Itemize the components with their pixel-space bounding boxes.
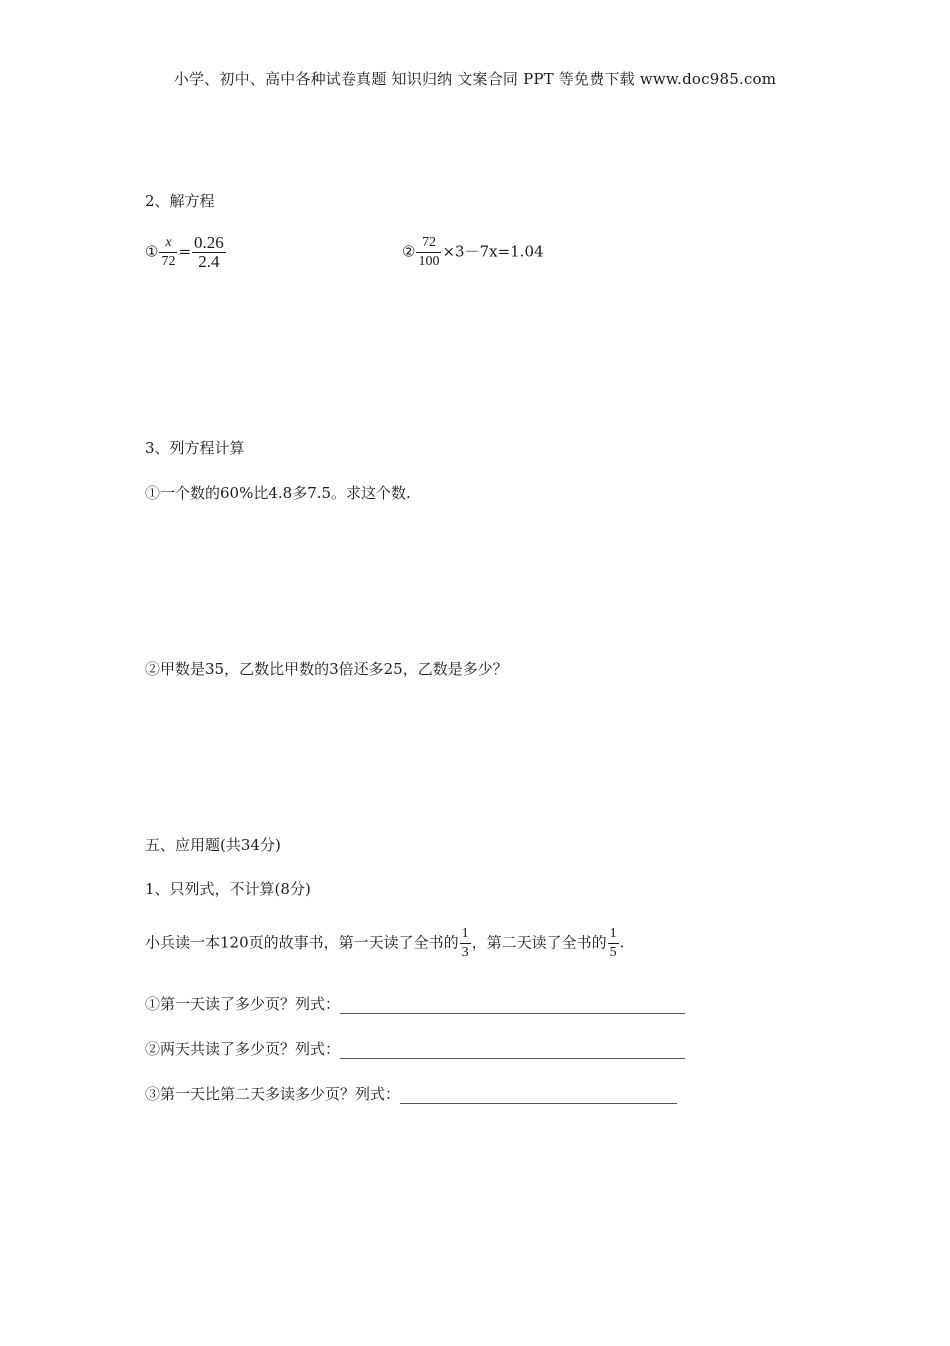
fraction-2-numerator: 1 xyxy=(608,925,619,944)
section-2-title: 2、解方程 xyxy=(145,192,215,210)
section-3-title: 3、列方程计算 xyxy=(145,439,245,457)
equation-1-marker: ① xyxy=(145,242,159,261)
equation-1-equals: = xyxy=(178,242,192,261)
word-problem-text-c: . xyxy=(619,933,625,952)
equation-2-fraction xyxy=(416,234,441,271)
section-5-sub-1: 1、只列式，不计算(8分) xyxy=(145,880,311,898)
equation-1-lhs-fraction xyxy=(159,234,177,271)
fraction-1-numerator: 1 xyxy=(460,925,471,944)
answer-row-2 xyxy=(145,1039,685,1059)
equation-1 xyxy=(145,234,227,271)
word-problem-fraction-2 xyxy=(608,925,619,962)
answer-row-3 xyxy=(145,1084,677,1104)
answer-row-1-label: ①第一天读了多少页？列式： xyxy=(145,995,341,1013)
fraction-1-denominator: 3 xyxy=(461,945,469,960)
equation-1-lhs-denominator: 72 xyxy=(161,254,176,269)
equation-2-denominator: 100 xyxy=(418,254,440,269)
word-problem xyxy=(145,925,624,962)
equation-2 xyxy=(402,234,544,271)
equation-1-lhs-numerator: x xyxy=(159,234,177,253)
answer-blank-1[interactable] xyxy=(340,997,685,1014)
answer-blank-3[interactable] xyxy=(400,1087,677,1104)
section-5-title: 五、应用题(共34分) xyxy=(145,836,281,854)
answer-row-2-label: ②两天共读了多少页？列式： xyxy=(145,1040,341,1058)
word-problem-text-a: 小兵读一本120页的故事书，第一天读了全书的 xyxy=(145,933,459,952)
word-problem-text-b: ，第二天读了全书的 xyxy=(471,933,607,952)
section-3-question-2: ②甲数是35，乙数比甲数的3倍还多25，乙数是多少？ xyxy=(145,660,508,678)
equation-1-rhs-fraction xyxy=(192,234,226,271)
word-problem-fraction-1 xyxy=(460,925,471,962)
equation-2-numerator: 72 xyxy=(416,234,441,253)
fraction-2-denominator: 5 xyxy=(609,945,617,960)
equation-2-rest: ×3－7x=1.04 xyxy=(442,242,544,261)
answer-row-1 xyxy=(145,994,685,1014)
equation-1-rhs-denominator: 2.4 xyxy=(198,252,220,271)
equation-2-marker: ② xyxy=(402,242,416,261)
section-3-question-1: ①一个数的60%比4.8多7.5。求这个数. xyxy=(145,484,411,502)
answer-blank-2[interactable] xyxy=(340,1042,685,1059)
page-header: 小学、初中、高中各种试卷真题 知识归纳 文案合同 PPT 等免费下载 www.doc985.com xyxy=(173,70,777,88)
equation-1-rhs-numerator: 0.26 xyxy=(194,233,224,252)
answer-row-3-label: ③第一天比第二天多读多少页？列式： xyxy=(145,1085,401,1103)
